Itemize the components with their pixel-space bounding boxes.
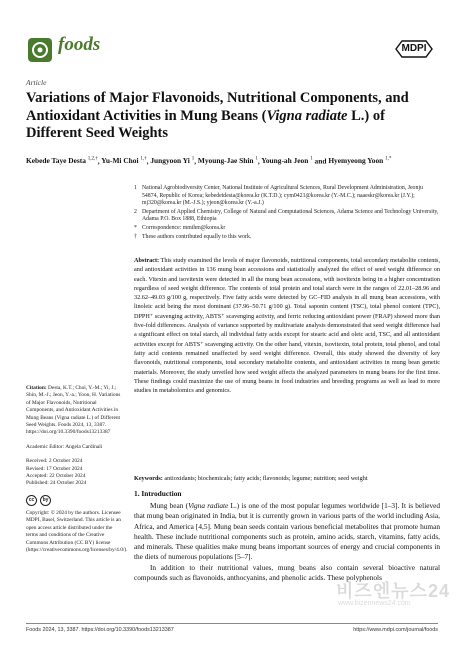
section-heading-introduction: 1. Introduction — [134, 489, 182, 498]
abstract — [134, 256, 440, 395]
date-published: Published: 24 October 2024 — [26, 480, 87, 487]
equal-contribution-note: † These authors contributed equally to this work. — [134, 233, 252, 240]
author-affiliation-mark: 1 — [310, 157, 313, 162]
author-affiliation-mark: 1,† — [140, 157, 147, 162]
journal-name: foods — [58, 34, 101, 55]
intro-paragraph-1: Mung bean (Vigna radiate L.) is one of the most popular legumes worldwide [1–3]. It is believed that mung bean originated in India, but it is currently grown in various parts of the world including Asia, Africa, and America [4,5]. Mung bean seeds contain various beneficial metabolites that promote human health. These include nutritional components such as protein, amino acids, starch, vitamins, fatty acids, and minerals. These qualities make mung beans important sources of energy and crucial components in the diets of numerous populations [5–7]. — [134, 501, 440, 562]
article-type: Article — [26, 78, 47, 87]
copyright: Copyright: © 2024 by the authors. Licensee MDPI, Basel, Switzerland. This article is an open access article distributed under the terms and conditions of the Creative Commons Attribution (CC BY) license (https://creativecommons.org/licenses/by/4.0/). — [26, 509, 128, 553]
date-received: Received: 2 October 2024 — [26, 458, 83, 465]
author-name[interactable]: Kebede Taye Desta $^{1,2,\dagger}$ — [26, 156, 98, 166]
author-affiliation-mark: 1,2,† — [87, 157, 98, 162]
author-affiliation-mark: 1,* — [385, 157, 392, 162]
by-icon: by — [40, 495, 51, 506]
title-species: Vigna radiate — [266, 107, 348, 124]
introduction-body — [134, 501, 440, 583]
author-name[interactable]: Young-ah Jeon $^1$ — [261, 156, 313, 166]
date-revised: Revised: 17 October 2024 — [26, 465, 83, 472]
author-name[interactable]: Myoung-Jae Shin $^1$ — [197, 156, 258, 166]
correspondence: * Correspondence: mmihm@korea.kr — [134, 224, 226, 231]
footer-rule — [26, 623, 438, 624]
publisher-name: MDPI — [401, 43, 427, 54]
footer-journal-url[interactable]: https://www.mdpi.com/journal/foods — [353, 627, 438, 633]
author-name[interactable]: Jungyoon Yi $^1$ — [150, 156, 195, 166]
cc-icon: cc — [26, 495, 37, 506]
author-name[interactable]: Yu-Mi Choi $^{1,\dagger}$ — [101, 156, 147, 166]
abstract-text: This study examined the levels of major flavonoids, nutritional components, total secondary metabolite contents, and antioxidant activities in 136 mung bean accessions and statistically analyzed the effect of seed weight difference on each. Vitexin and isovitexin were detected in all the mung bean accessions, with isovitexin being in a higher concentration regardless of seed weight difference. The contents of total protein and total starch were in the ranges of 22.01–28.96 and 32.62–49.03 g/100 g, respectively. Five fatty acids were detected by GC–FID analysis in all mung bean accessions, with linoleic acid being the most dominant (37.96–50.71 g/100 g). Total saponin content (TSC), total phenol content (TPC), DPPH⁺ scavenging activity, ABTS⁺ scavenging activity, and ferric reducing antioxidant power (FRAP) showed more than five-fold differences. Analysis of variance supported by multivariate analysis demonstrated that seed weight difference had a significant effect on total starch, all individual fatty acids except for stearic acid and oleic acid, TSC, and all antioxidant activities except for ABTS⁺ scavenging activity. On the other hand, vitexin, isovitexin, total protein, total phenol, and total fatty acid contents remained unaffected by seed weight difference. Overall, this study showed the diversity of key flavonoids, nutritional components, total secondary metabolite contents, and antioxidant activities in mung bean genetic materials. Moreover, the study unveiled how seed weight affects the analyzed parameters in mung beans for the first time. These findings could maximize the use of mung beans in food industries and breeding programs as well as lead to more studies in metabolomics and genomics. — [134, 257, 441, 395]
watermark: 비즈엔뉴스24 — [336, 581, 450, 601]
cc-license-badge — [26, 495, 122, 506]
affiliations — [134, 185, 439, 242]
page-footer — [26, 627, 438, 633]
publisher-logo — [392, 38, 436, 60]
affiliation-2: 2 Department of Applied Chemistry, College of Natural and Computational Sciences, Adama Science and Technology University, Adama P.O. Box 1888, Ethiopia — [134, 208, 439, 223]
article-info-sidebar — [26, 385, 128, 554]
author-affiliation-mark: 1 — [191, 157, 195, 162]
watermark-url: www.bizennews24.com — [338, 600, 411, 607]
journal-logo-icon — [28, 38, 52, 62]
author-name[interactable]: Hyemyeong Yoon $^{1,*}$ — [328, 156, 392, 166]
author-list: Kebede Taye Desta $^{1,2,\dagger}$, Yu-Mi Choi $^{1,\dagger}$, Jungyoon Yi $^1$, Myoung-Jae Shin $^1$, Young-ah Jeon $^1$ and Hyemyeong Yoon $^{1,*}$ — [26, 156, 392, 166]
footer-citation: Foods 2024, 13, 3387. https://doi.org/10.3390/foods13213387 — [26, 627, 174, 633]
affiliation-1: 1 National Agrobiodiversity Center, National Institute of Agricultural Sciences, Rural Development Administration, Jeonju 54874, Republic of Korea; kebedetdesta@korea.kr (K.T.D.); cym0421@korea.kr (Y.-M.C.); naaeskr@korea.kr (J.Y.); mj320@korea.kr (M.-J.S.); yjeon@korea.kr (Y.-a.J.) — [134, 185, 423, 207]
intro-paragraph-2: In addition to their nutritional values, mung beans also contain several bioactive natural compounds such as flavonoids, anthocyanins, and phenolic acids. These polyphenols — [134, 562, 440, 583]
citation: Citation: Desta, K.T.; Choi, Y.-M.; Yi, J.; Shin, M.-J.; Jeon, Y.-a.; Yoon, H. Variations of Major Flavonoids, Nutritional Components, and Antioxidant Activities in Mung Beans (Vigna radiate L.) of Different Seed Weights. Foods 2024, 13, 3387. https://doi.org/10.3390/foods13213387 — [26, 385, 121, 436]
keywords: Keywords: antioxidants; biochemicals; fatty acids; flavonoids; legume; nutrition; seed weight — [134, 475, 368, 482]
academic-editor: Academic Editor: Angela Cardinali — [26, 443, 103, 450]
author-affiliation-mark: 1 — [255, 157, 258, 162]
abstract-label: Abstract: — [134, 257, 160, 264]
paper-title: Variations of Major Flavonoids, Nutritional Components, and Antioxidant Activities in Mung Beans (Vigna radiate L.) of Different Seed Weights — [26, 90, 409, 141]
date-accepted: Accepted: 22 October 2024 — [26, 473, 86, 480]
